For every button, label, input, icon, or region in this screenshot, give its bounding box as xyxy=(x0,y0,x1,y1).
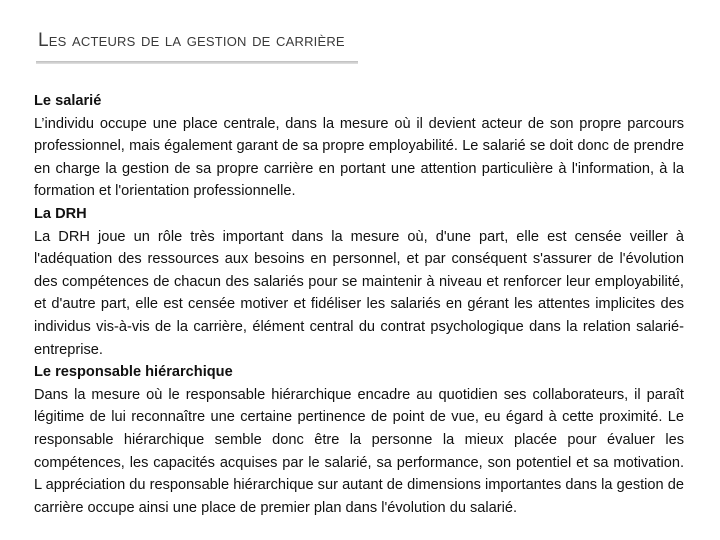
title-underline xyxy=(36,61,358,64)
section-salarie xyxy=(34,90,684,203)
section-paragraph: L’individu occupe une place centrale, dans la mesure où il devient acteur de son propre parcours professionnel, mais également garant de sa propre employabilité. Le salarié se doit donc de prendre en charge la gestion de sa propre carrière en portant une attention particulière à l'information, à la formation et l'orientation professionnelle. xyxy=(34,115,684,200)
section-heading: La DRH xyxy=(34,205,87,222)
section-heading: Le responsable hiérarchique xyxy=(34,364,233,381)
section-responsable-hierarchique xyxy=(34,361,684,519)
document-body xyxy=(34,90,684,519)
section-drh xyxy=(34,203,684,361)
page-title: Les acteurs de la gestion de carrière xyxy=(38,30,345,51)
section-paragraph: La DRH joue un rôle très important dans la mesure où, d'une part, elle est censée veiller à l'adéquation des ressources aux besoins en personnel, et par conséquent s'assurer de l'évolution des compétences de chacun des salariés pour se maintenir à niveau et renforcer leur employabilité, et d'autre part, elle est censée motiver et fidéliser les salariés en gérant les attentes implicites des individus vis-à-vis de la carrière, élément central du contrat psychologique dans la relation salarié-entreprise. xyxy=(34,228,684,358)
section-heading: Le salarié xyxy=(34,93,102,109)
section-paragraph: Dans la mesure où le responsable hiérarchique encadre au quotidien ses collaborateurs, il paraît légitime de lui reconnaître une certaine pertinence de point de vue, eu égard à cette proximité. Le responsable hiérarchique semble donc être la personne la mieux placée pour évaluer les compétences, les capacités acquises par le salarié, sa performance, son potentiel et sa motivation. L appréciation du responsable hiérarchique sur autant de dimensions importantes dans la gestion de carrière occupe ainsi une place de premier plan dans l'évolution du salarié. xyxy=(34,386,684,516)
